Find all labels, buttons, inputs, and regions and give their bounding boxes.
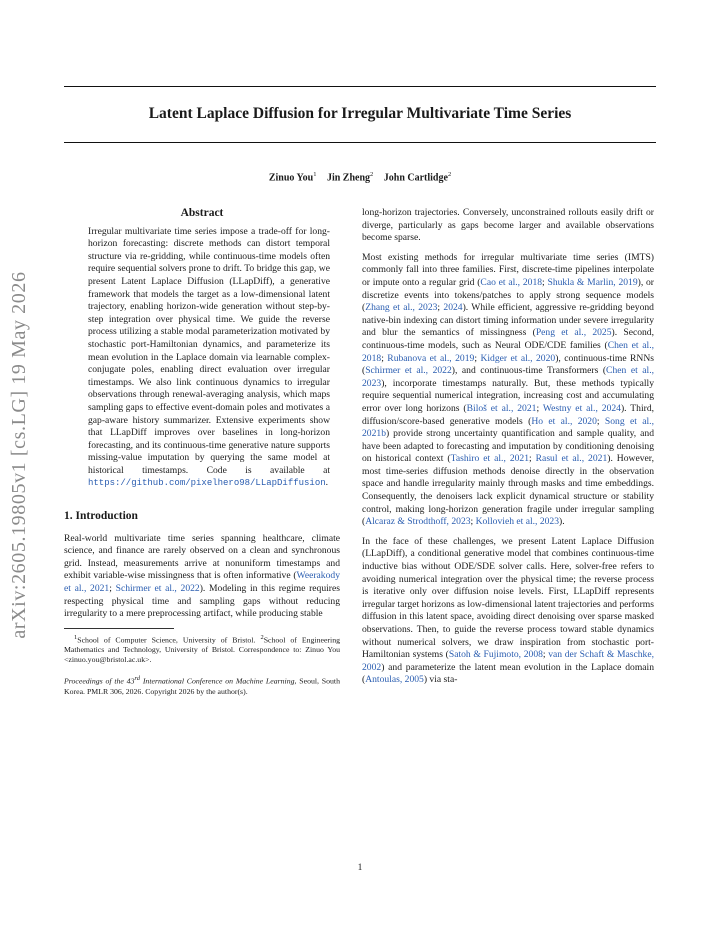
top-rule [64,86,656,87]
text: Real-world multivariate time series spanning healthcare, climate science, and finance are rarely observed on a clean and synchronous grid. Instead, measurements arrive at nonuniform timestamps and exhibit variable-wise missingness that is often informative ( [64,532,340,582]
text: Proceedings of the 43 [64,677,135,686]
citation-link[interactable]: Biloš et al., 2021 [466,402,537,414]
paper-title: Latent Laplace Diffusion for Irregular Multivariate Time Series [148,105,572,122]
text: School of Computer Science, University of Bristol. [77,635,261,645]
author-name: Jin Zheng [326,172,371,184]
intro-paragraph: In the face of these challenges, we present Latent Laplace Diffusion (LLapDiff), a conditional generative model that combines continuous-time inductive bias without ODE/SDE solver calls. Here, solver-free refers to avoiding numerical integration over the physical time; the reverse process is iterative only over diffusion noise levels. First, LLapDiff represents irregular target horizons as low-dimensional latent trajectories and performs diffusion in this latent space, avoiding direct denoising over sparse masked observations. Then, to guide the reverse process toward stable dynamics without numerical solvers, we draw inspiration from stochastic port-Hamiltonian systems (Satoh & Fujimoto, 2008; van der Schaft & Maschke, 2002) and parameterize the latent mean evolution in the Laplace domain (Antoulas, 2005) via sta- [362,535,654,686]
footnote-mark: 2 [260,633,264,641]
citation-link[interactable]: Alcaraz & Strodthoff, 2023 [365,516,471,528]
text: In the face of these challenges, we present Latent Laplace Diffusion (LLapDiff), a conditional generative model that combines continuous-time inductive bias without ODE/SDE solver calls. Here, solver-free refers to avoiding numerical integration over the physical time; the reverse process is iterative only over diffusion noise levels. First, LLapDiff represents irregular target horizons as low-dimensional latent trajectories and performs diffusion in this latent space, avoiding direct denoising over sparse masked observations. Then, to guide the reverse process toward stable dynamics without numerical solvers, we draw inspiration from stochastic port-Hamiltonian systems ( [362,535,654,661]
citation-link[interactable]: Satoh & Fujimoto, 2008 [448,649,543,661]
text: ). While efficient, aggressive re-gridding beyond native-bin indexing can distort timing information under severe irregularity and blur the semantics of missingness ( [362,302,654,339]
citation-link[interactable]: van der Schaft & Maschke, 2002 [362,649,654,673]
text: ), incorporate timestamps naturally. But, these methods typically require sequential numerical integration, increasing cost and accumulating error over long horizons ( [362,377,654,414]
citation-link[interactable]: Shukla & Marlin, 2019 [547,276,638,288]
affiliation-footnote [64,633,340,666]
citation-link[interactable]: Schirmer et al., 2022 [115,583,200,595]
footnote-mark: 1 [74,633,78,641]
author-affiliation: 2 [370,171,374,178]
intro-paragraph: Most existing methods for irregular multivariate time series (IMTS) commonly fall into three families. First, discrete-time pipelines interpolate or impute onto a regular grid (Cao et al., 2018; Shukla & Marlin, 2019), or discretize events into tokens/patches to apply strong sequence models (Zhang et al., 2023; 2024). While efficient, aggressive re-gridding beyond native-bin indexing can distort timing information under severe irregularity and blur the semantics of missingness (Peng et al., 2025). Second, continuous-time models, such as Neural ODE/CDE families (Chen et al., 2018; Rubanova et al., 2019; Kidger et al., 2020), continuous-time RNNs (Schirmer et al., 2022), and continuous-time Transformers (Chen et al., 2023), incorporate timestamps naturally. But, these methods typically require sequential numerical integration, increasing cost and accumulating error over long horizons (Biloš et al., 2021; Westny et al., 2024). Third, diffusion/score-based generative models (Ho et al., 2020; Song et al., 2021b) provide strong uncertainty quantification and sample quality, and have been adapted to forecasting and imputation by conditioning denoising on historical context (Tashiro et al., 2021; Rasul et al., 2021). However, most time-series diffusion methods denoise directly in the observation space and handle irregularity mainly through masks and time embeddings. Consequently, the denoisers lack explicit dynamical structure or stability control, making long-horizon generation fragile under irregular sampling (Alcaraz & Strodthoff, 2023; Kollovieh et al., 2023). [362,251,655,528]
text: International Conference on Machine Learning [140,677,295,686]
author-affiliation: 2 [447,171,452,178]
citation-link[interactable]: Weerakody et al., 2021 [64,570,340,595]
citation-link[interactable]: Peng et al., 2025 [535,327,612,339]
abstract-heading: Abstract [180,207,224,219]
text: ). Modeling in this regime requires respecting physical time and sampling gaps without reducing irregularity to a mere preprocessing artifact, while producing stable [64,583,340,620]
author-name: Zinuo You [268,172,314,184]
left-column [64,207,340,697]
footnote-rule [64,628,174,629]
abstract-body [64,226,340,490]
citation-link[interactable]: Tashiro et al., 2021 [450,453,530,465]
code-link[interactable]: https://github.com/pixelhero98/LLapDiffusion [88,478,326,489]
text: , Seoul, South Korea. PMLR 306, 2026. Copyright 2026 by the author(s). [64,677,340,696]
citation-link[interactable]: Kidger et al., 2020 [480,352,556,364]
citation-link[interactable]: Schirmer et al., 2022 [365,365,452,377]
right-column [362,207,654,694]
text: ). Third, diffusion/score-based generative models ( [362,402,655,427]
text: ) via sta- [423,674,458,686]
citation-link[interactable]: Chen et al., 2018 [362,339,654,364]
text: ), or discretize events into tokens/patches to apply strong sequence models ( [362,276,655,314]
author-name: John Cartlidge [383,172,448,184]
arxiv-identifier: arXiv:2605.19805v1 [cs.LG] 19 May 2026 [8,271,30,639]
author-list [64,168,656,185]
text: ), and continuous-time Transformers ( [451,365,607,377]
citation-link[interactable]: Kollovieh et al., 2023 [475,516,560,528]
citation-link[interactable]: Ho et al., 2020 [531,415,597,427]
text: ), continuous-time RNNs ( [362,352,654,377]
citation-link[interactable]: Cao et al., 2018 [480,276,543,288]
title-bottom-rule [64,142,656,143]
author-affiliation: 1 [313,171,317,178]
text: School of Engineering Mathematics and Technology, University of Bristol. Correspondence to: Zinuo You <zinuo.you@bristol.ac.uk>. [64,635,340,665]
proceedings-note [64,674,340,697]
citation-link[interactable]: Zhang et al., 2023 [365,302,438,314]
citation-link[interactable]: 2024 [443,302,463,314]
citation-link[interactable]: Rasul et al., 2021 [535,453,608,465]
text: ). [559,516,565,528]
citation-link[interactable]: Westny et al., 2024 [542,402,621,414]
text: Most existing methods for irregular multivariate time series (IMTS) commonly fall into three families. First, discrete-time pipelines interpolate or impute onto a regular grid ( [362,251,654,288]
citation-link[interactable]: Song et al., 2021b [362,415,654,440]
ordinal-sup: rd [134,675,141,683]
text: ) provide strong uncertainty quantification and sample quality, and have been adapted to forecasting and imputation by conditioning denoising on historical context ( [362,428,654,465]
intro-paragraph: long-horizon trajectories. Conversely, unconstrained rollouts easily drift or diverge, particularly as gaps become larger and available observations become sparse. [362,207,654,244]
text: ) and parameterize the latent mean evolution in the Laplace domain ( [362,661,654,686]
citation-link[interactable]: Rubanova et al., 2019 [387,352,475,364]
abstract-text-end: . [325,477,329,489]
citation-link[interactable]: Antoulas, 2005 [365,674,424,686]
intro-paragraph: Real-world multivariate time series spanning healthcare, climate science, and finance are rarely observed on a clean and synchronous grid. Instead, measurements arrive at nonuniform timestamps and exhibit variable-wise missingness that is often informative (Weerakody et al., 2021; Schirmer et al., 2022). Modeling in this regime requires respecting physical time and sampling gaps without reducing irregularity to a mere preprocessing artifact, while producing stable [64,532,340,620]
citation-link[interactable]: Chen et al., 2023 [362,365,654,389]
page-number: 1 [357,863,363,873]
abstract-text: Irregular multivariate time series impose a trade-off for long-horizon forecasting: discrete methods can distort temporal structure via re-gridding, while continuous-time models often require sequential solvers prone to drift. To bridge this gap, we present Latent Laplace Diffusion (LLapDiff), a generative framework that models the target as a low-dimensional latent trajectory, enabling horizon-wide generation without step-by-step integration over physical time. We guide the reverse process utilizing a stable modal parameterization motivated by stochastic port-Hamiltonian dynamics, and parameterize its mean evolution in the Laplace domain via learnable complex-conjugate poles, enabling direct evaluation over irregular timestamps. We also link continuous dynamics to irregular observations through renewal-averaging analysis, which maps sampling gaps to effective event-domain poles and motivates a gap-aware history summarizer. Extensive experiments show that LLapDiff improves over baselines in long-horizon forecasting, and its continuous-time generative nature supports missing-value imputation by querying the same model at historical timestamps. Code is available at [88,225,330,476]
text: ). Second, continuous-time models, such as Neural ODE/CDE families ( [362,327,654,351]
section-heading: 1. Introduction [64,510,138,523]
text: ). However, most time-series diffusion methods denoise directly in the observation space and handle irregularity mainly through masks and time embeddings. Consequently, the denoisers lack explicit dynamical structure or stability control, making long-horizon generation fragile under irregular sampling ( [362,453,654,528]
